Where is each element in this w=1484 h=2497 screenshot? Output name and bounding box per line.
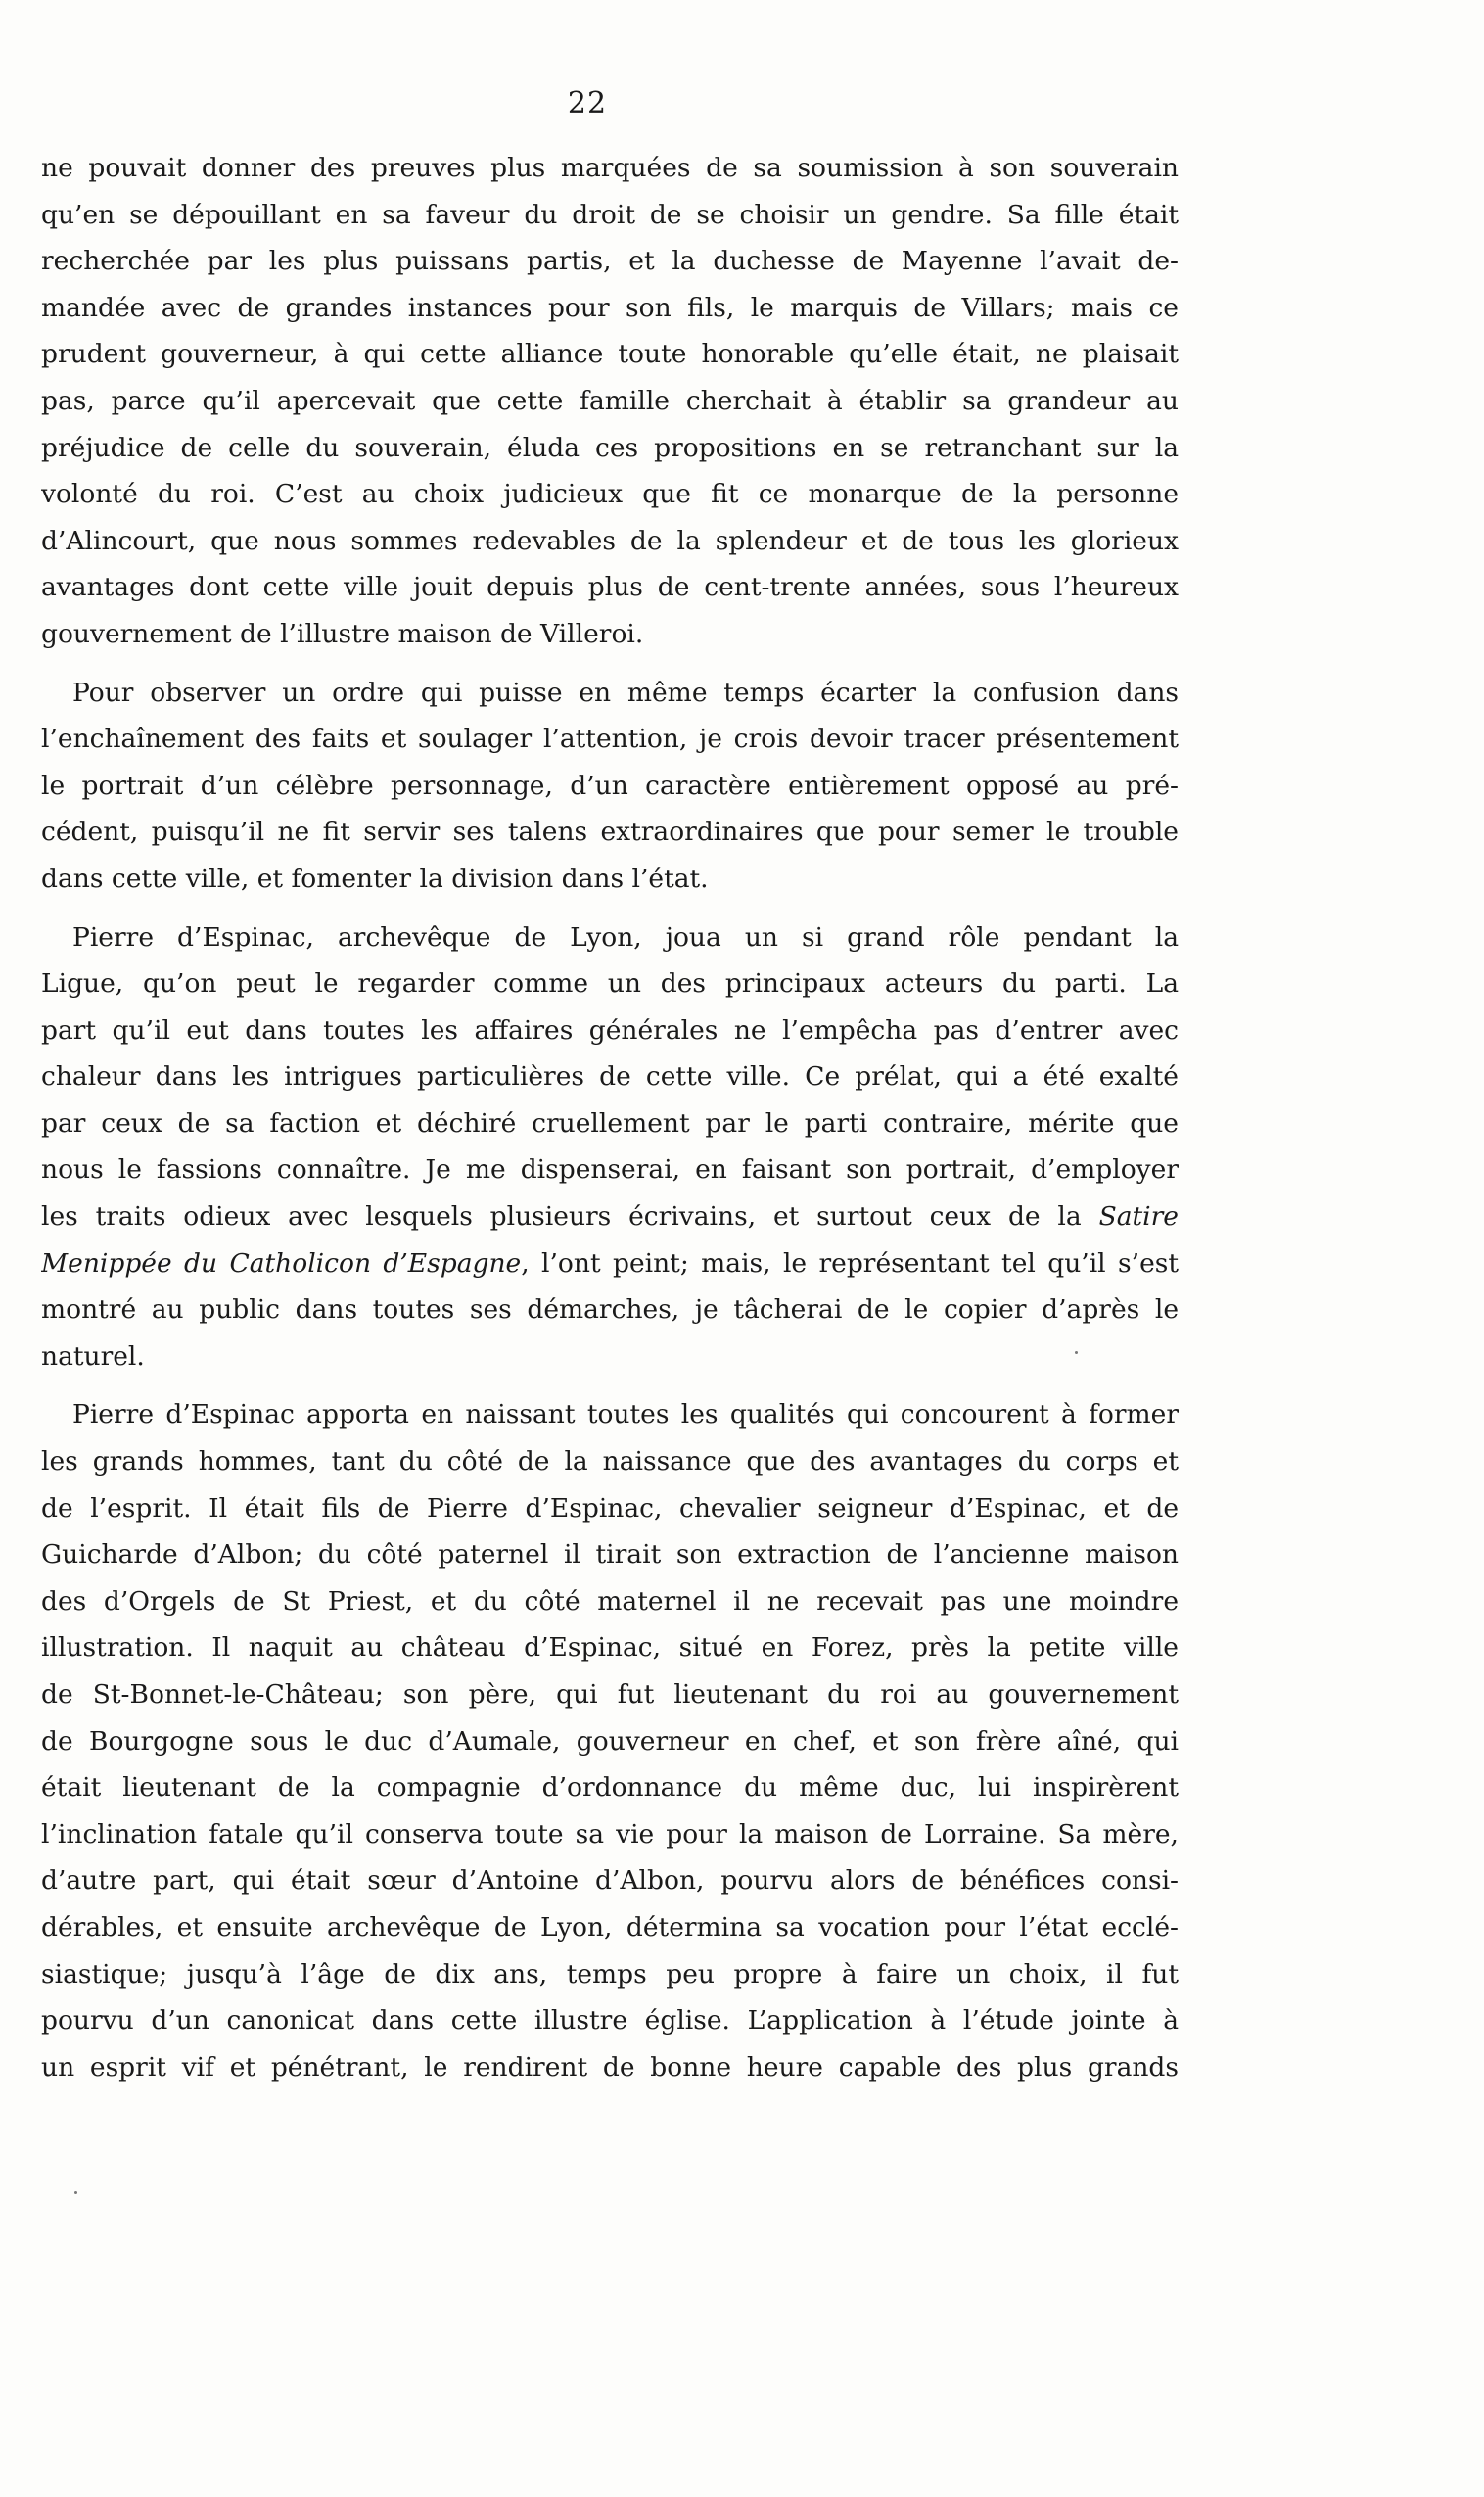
text-run: l’inclination fatale qu’il conserva toute sa vie pour la maison de Lorraine. Sa mère, [41, 1818, 1179, 1850]
text-line [41, 564, 1179, 611]
text-run: ne pouvait donner des preuves plus marquées de sa soumission à son souverain [41, 153, 1179, 183]
paper-speck [74, 2191, 77, 2194]
text-line [41, 1858, 1179, 1905]
text-run: d’autre part, qui était sœur d’Antoine d’Albon, pourvu alors de bénéfices consi- [41, 1865, 1179, 1897]
text-line [41, 611, 1179, 658]
italic-title: Satire [1098, 1201, 1179, 1233]
text-run: un esprit vif et pénétrant, le rendirent de bonne heure capable des plus grands [41, 2051, 1179, 2083]
text-line [41, 518, 1179, 565]
text-run: était lieutenant de la compagnie d’ordonnance du même duc, lui inspirèrent [41, 1772, 1179, 1804]
italic-title: Menippée du Catholicon d’Espagne [41, 1248, 522, 1279]
text-line [41, 716, 1179, 763]
text-line [41, 1485, 1179, 1532]
text-run: pas, parce qu’il apercevait que cette famille cherchait à établir sa grandeur au [41, 385, 1179, 416]
text-run: par ceux de sa faction et déchiré cruellement par le parti contraire, mérite que [41, 1107, 1179, 1139]
text-run: mandée avec de grandes instances pour son fils, le marquis de Villars; mais ce [41, 292, 1179, 323]
text-run: de l’esprit. Il était fils de Pierre d’Espinac, chevalier seigneur d’Espinac, et de [41, 1492, 1179, 1524]
text-line [41, 145, 1179, 192]
text-run: avantages dont cette ville jouit depuis plus de cent-trente années, sous l’heureux [41, 572, 1179, 603]
text-run: siastique; jusqu’à l’âge de dix ans, temps peu propre à faire un choix, il fut [41, 1958, 1179, 1990]
text-line [41, 1008, 1179, 1055]
text-line [41, 1578, 1179, 1625]
text-run: Guicharde d’Albon; du côté paternel il tirait son extraction de l’ancienne maison [41, 1539, 1179, 1571]
text-line [41, 1287, 1179, 1334]
text-line [41, 1998, 1179, 2045]
text-run: volonté du roi. C’est au choix judicieux que fit ce monarque de la personne [41, 479, 1179, 510]
text-run: qu’en se dépouillant en sa faveur du droit de se choisir un gendre. Sa fille était [41, 199, 1179, 230]
text-line [41, 471, 1179, 518]
text-line [41, 915, 1179, 962]
body-text [41, 145, 1179, 2091]
text-line [41, 1334, 1179, 1381]
text-run: recherchée par les plus puissans partis, et la duchesse de Mayenne l’avait de- [41, 246, 1179, 277]
text-line [41, 1194, 1179, 1241]
text-run: les traits odieux avec lesquels plusieurs écrivains, et surtout ceux de la [41, 1201, 1082, 1233]
text-run: de Bourgogne sous le duc d’Aumale, gouverneur en chef, et son frère aîné, qui [41, 1725, 1179, 1757]
text-run: les grands hommes, tant du côté de la naissance que des avantages du corps et [41, 1446, 1179, 1478]
text-run: préjudice de celle du souverain, éluda ces propositions en se retranchant sur la [41, 432, 1179, 463]
text-run: l’enchaînement des faits et soulager l’attention, je crois devoir tracer présentement [41, 724, 1179, 755]
text-run: montré au public dans toutes ses démarches, je tâcherai de le copier d’après le [41, 1295, 1179, 1326]
text-line [41, 331, 1179, 378]
text-line [41, 670, 1179, 717]
text-run: de St-Bonnet-le-Château; son père, qui fut lieutenant du roi au gouvernement [41, 1679, 1179, 1710]
text-run: Pierre d’Espinac apporta en naissant toutes les qualités qui concourent à former [72, 1399, 1179, 1431]
text-line [41, 425, 1179, 472]
text-line [41, 1812, 1179, 1859]
text-line [41, 1054, 1179, 1101]
text-run: dérables, et ensuite archevêque de Lyon, détermina sa vocation pour l’état ecclé- [41, 1911, 1179, 1943]
text-line [41, 1765, 1179, 1812]
text-line [41, 1438, 1179, 1485]
text-line [41, 961, 1179, 1008]
text-line [41, 1672, 1179, 1719]
text-line [41, 285, 1179, 332]
text-line [41, 856, 1179, 903]
text-run: Ligue, qu’on peut le regarder comme un des principaux acteurs du parti. La [41, 968, 1179, 1000]
text-run: naturel. [41, 1341, 145, 1372]
text-run: , l’ont peint; mais, le représentant tel qu’il s’est [521, 1248, 1179, 1279]
text-line [41, 238, 1179, 285]
text-line [41, 1241, 1179, 1288]
text-run: pourvu d’un canonicat dans cette illustre église. L’application à l’étude jointe à [41, 2005, 1179, 2037]
text-line [41, 378, 1179, 425]
text-line [41, 1719, 1179, 1766]
page-number: 22 [567, 86, 608, 120]
paper-speck [1075, 1351, 1078, 1354]
text-line [41, 192, 1179, 239]
text-line [41, 1101, 1179, 1148]
text-run: prudent gouverneur, à qui cette alliance toute honorable qu’elle était, ne plaisait [41, 339, 1179, 370]
text-line [41, 1952, 1179, 1999]
text-run: part qu’il eut dans toutes les affaires générales ne l’empêcha pas d’entrer avec [41, 1014, 1179, 1046]
text-run: illustration. Il naquit au château d’Espinac, situé en Forez, près la petite ville [41, 1632, 1179, 1664]
text-line [41, 1531, 1179, 1578]
text-run: nous le fassions connaître. Je me dispenserai, en faisant son portrait, d’employer [41, 1154, 1179, 1186]
text-line [41, 1147, 1179, 1194]
text-run: chaleur dans les intrigues particulières de cette ville. Ce prélat, qui a été exalté [41, 1061, 1179, 1093]
text-line [41, 2045, 1179, 2092]
text-run: cédent, puisqu’il ne fit servir ses talens extraordinaires que pour semer le trouble [41, 817, 1179, 848]
text-line [41, 1905, 1179, 1952]
text-line [41, 1625, 1179, 1672]
text-run: Pour observer un ordre qui puisse en même temps écarter la confusion dans [72, 677, 1179, 708]
text-run: d’Alincourt, que nous sommes redevables de la splendeur et de tous les glorieux [41, 525, 1179, 556]
text-run: le portrait d’un célèbre personnage, d’un caractère entièrement opposé au pré- [41, 770, 1179, 801]
text-run: dans cette ville, et fomenter la division dans l’état. [41, 863, 709, 894]
text-line [41, 809, 1179, 856]
text-line [41, 763, 1179, 810]
text-run: des d’Orgels de St Priest, et du côté maternel il ne recevait pas une moindre [41, 1585, 1179, 1617]
text-run: Pierre d’Espinac, archevêque de Lyon, joua un si grand rôle pendant la [72, 921, 1179, 953]
text-run: gouvernement de l’illustre maison de Villeroi. [41, 618, 644, 649]
text-line [41, 1391, 1179, 1438]
